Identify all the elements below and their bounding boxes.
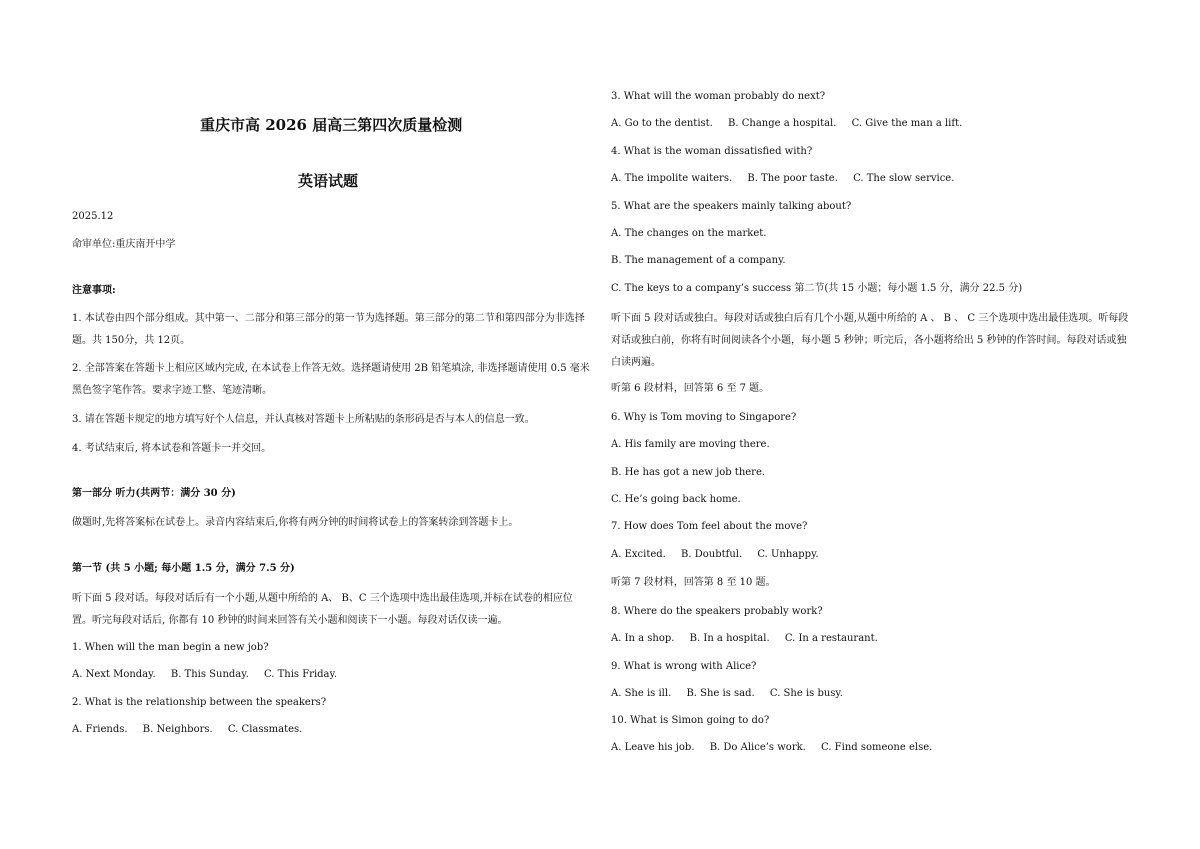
option-c[interactable]: C. Give the man a lift. — [851, 118, 963, 129]
question-9: 9. What is wrong with Alice? — [611, 661, 757, 672]
option-b[interactable]: B. Change a hospital. — [728, 118, 837, 129]
option-b[interactable]: B. He has got a new job there. — [611, 467, 766, 478]
question-6: 6. Why is Tom moving to Singapore? — [611, 412, 797, 423]
question-8: 8. Where do the speakers probably work? — [611, 606, 823, 617]
question-1-options — [72, 668, 337, 682]
option-a[interactable]: A. Next Monday. — [72, 669, 156, 680]
question-1: 1. When will the man begin a new job? — [72, 642, 269, 653]
option-b[interactable]: B. Neighbors. — [142, 724, 213, 735]
option-c[interactable]: C. Unhappy. — [757, 549, 819, 560]
question-7-options — [611, 548, 819, 562]
option-b[interactable]: B. The poor taste. — [747, 173, 838, 184]
notice-heading: 注意事项: — [72, 285, 116, 296]
question-8-options — [611, 632, 878, 646]
part1-heading: 第一部分 听力(共两节：满分 30 分) — [72, 488, 236, 499]
option-b[interactable]: B. She is sad. — [686, 688, 755, 699]
exam-subtitle: 英语试题 — [298, 172, 359, 190]
setter-line: 命审单位:重庆南开中学 — [72, 239, 176, 250]
option-a[interactable]: A. In a shop. — [611, 633, 675, 644]
option-c[interactable]: C. Classmates. — [227, 724, 303, 735]
option-a[interactable]: A. The impolite waiters. — [611, 173, 733, 184]
part1-instruction: 做题时,先将答案标在试卷上。录音内容结束后,你将有两分钟的时间将试卷上的答案转涂到答题卡上。 — [72, 517, 519, 528]
question-2-options — [72, 723, 302, 737]
option-b[interactable]: B. The management of a company. — [611, 255, 786, 266]
option-c[interactable]: C. He’s going back home. — [611, 494, 741, 505]
question-3-options — [611, 117, 962, 131]
section1-heading: 第一节 (共 5 小题; 每小题 1.5 分，满分 7.5 分) — [72, 563, 295, 574]
notice-item: 3. 请在答题卡规定的地方填写好个人信息，并认真核对答题卡上所粘贴的条形码是否与本人的信息一致。 — [72, 414, 535, 425]
option-b[interactable]: B. Do Alice’s work. — [709, 742, 806, 753]
notice-item: 4. 考试结束后, 将本试卷和答题卡一并交回。 — [72, 443, 272, 454]
option-a[interactable]: A. Go to the dentist. — [611, 118, 713, 129]
option-a[interactable]: A. His family are moving there. — [611, 439, 770, 450]
option-a[interactable]: A. Friends. — [72, 724, 128, 735]
option-a[interactable]: A. Leave his job. — [611, 742, 695, 753]
option-c-section2-heading[interactable]: C. The keys to a company’s success 第二节(共 15 小题；每小题 1.5 分，满分 22.5 分) — [611, 283, 1023, 294]
notice-item: 2. 全部答案在答题卡上相应区域内完成, 在本试卷上作答无效。选择题请使用 2B 铅笔填涂, 非选择题请使用 0.5 毫米黑色签字笔作答。要求字迹工整、笔迹清晰。 — [72, 363, 590, 396]
option-a[interactable]: A. Excited. — [611, 549, 666, 560]
question-10: 10. What is Simon going to do? — [611, 715, 770, 726]
option-b[interactable]: B. In a hospital. — [689, 633, 770, 644]
option-c[interactable]: C. The slow service. — [853, 173, 955, 184]
option-c[interactable]: C. In a restaurant. — [784, 633, 878, 644]
option-c[interactable]: C. She is busy. — [769, 688, 843, 699]
option-a[interactable]: A. She is ill. — [611, 688, 672, 699]
section1-instruction: 听下面 5 段对话。每段对话后有一个小题,从题中所给的 A、 B、C 三个选项中选出最佳选项,并标在试卷的相应位置。听完每段对话后, 你都有 10 秒钟的时间来回答有关小题和阅读下一小题。每段对话仅读一遍。 — [72, 593, 573, 626]
question-4: 4. What is the woman dissatisfied with? — [611, 146, 813, 157]
option-c[interactable]: C. This Friday. — [263, 669, 338, 680]
question-7: 7. How does Tom feel about the move? — [611, 521, 808, 532]
option-b[interactable]: B. Doubtful. — [681, 549, 743, 560]
question-5: 5. What are the speakers mainly talking about? — [611, 201, 852, 212]
option-b[interactable]: B. This Sunday. — [170, 669, 249, 680]
option-a[interactable]: A. The changes on the market. — [611, 228, 767, 239]
question-4-options — [611, 172, 954, 186]
material-6-heading: 听第 6 段材料，回答第 6 至 7 题。 — [611, 383, 770, 394]
option-c[interactable]: C. Find someone else. — [821, 742, 933, 753]
exam-title: 重庆市高 2026 届高三第四次质量检测 — [200, 116, 463, 134]
exam-date: 2025.12 — [72, 211, 114, 222]
notice-item: 1. 本试卷由四个部分组成。其中第一、二部分和第三部分的第一节为选择题。第三部分的第二节和第四部分为非选择题。共 150分，共 12页。 — [72, 313, 585, 346]
material-7-heading: 听第 7 段材料，回答第 8 至 10 题。 — [611, 577, 776, 588]
question-9-options — [611, 687, 843, 701]
section2-instruction: 听下面 5 段对话或独白。每段对话或独白后有几个小题,从题中所给的 A 、 B 、 C 三个选项中选出最佳选项。听每段对话或独白前，你将有时间阅读各个小题，每小题 5 秒钟；听完后，各小题将给出 5 秒钟的作答时间。每段对话或独白读两遍。 — [611, 313, 1129, 368]
question-2: 2. What is the relationship between the speakers? — [72, 697, 327, 708]
question-10-options — [611, 741, 932, 755]
question-3: 3. What will the woman probably do next? — [611, 91, 826, 102]
